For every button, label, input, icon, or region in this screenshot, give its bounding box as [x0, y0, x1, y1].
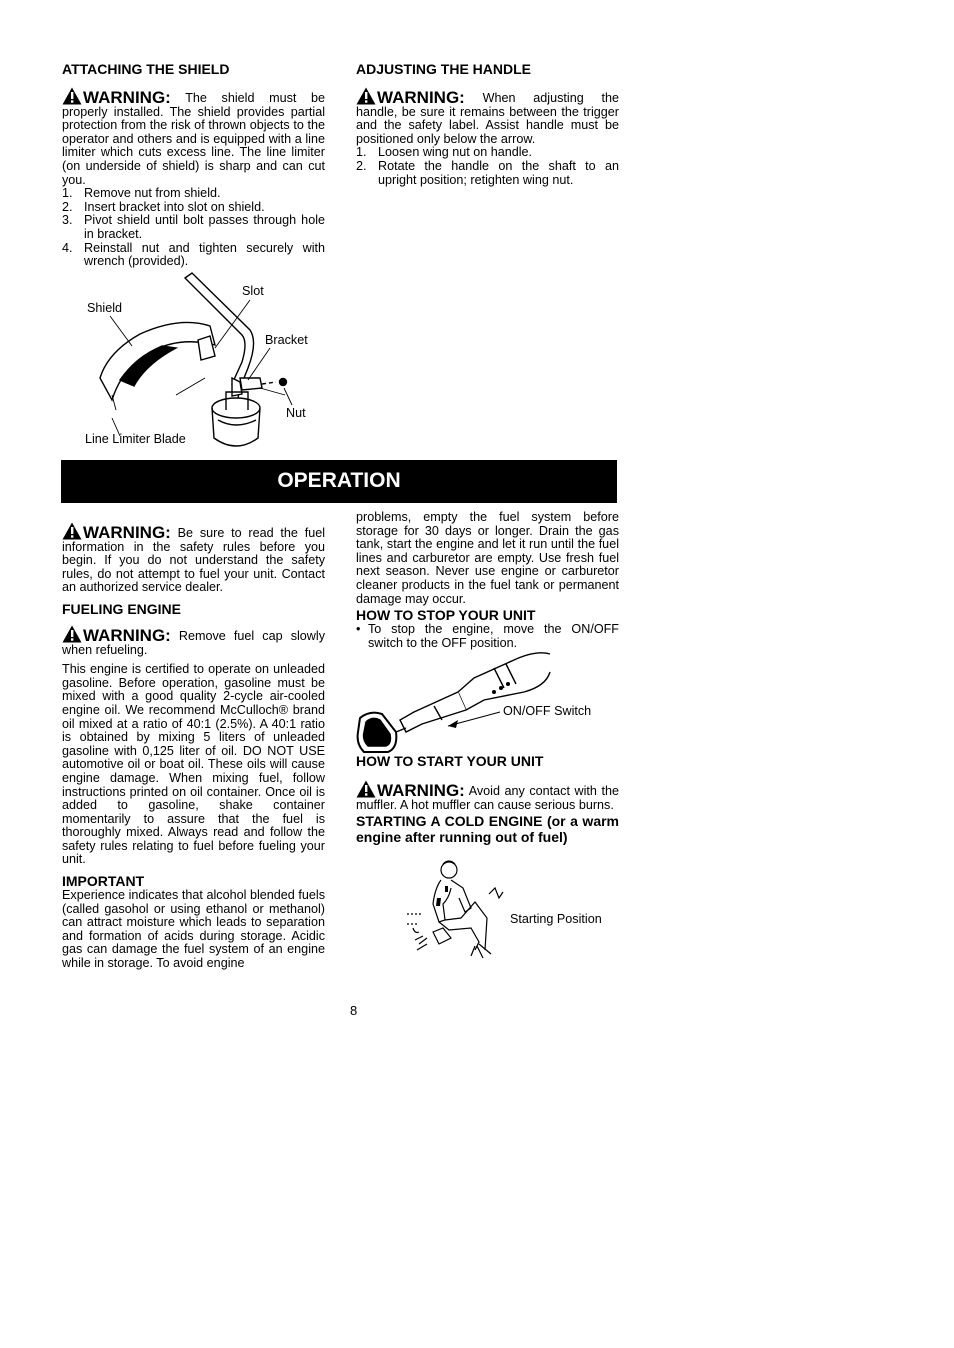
- warning-triangle-icon: [62, 87, 82, 105]
- handle-heading: ADJUSTING THE HANDLE: [356, 61, 532, 77]
- fuel-paragraph: This engine is certified to operate on unleaded gasoline. Before operation, gasoline must be mixed with a good quality 2-cycle air-cooled engine oil. We recommend McCulloch® brand oil mixed at a ratio of 40:1 (2.5%). A 40:1 ratio is obtained by mixing 5 liters of unleaded gasoline with 0,125 liter of oil. DO NOT USE automotive oil or boat oil. These oils will cause engine damage. When mixing fuel, follow instructions printed on oil container. Once oil is added to gasoline, shake container momentarily to assure that the fuel is thoroughly mixed. Always read and follow the safety rules relating to fuel before fueling your unit.: [62, 662, 325, 867]
- start-section: [356, 753, 619, 845]
- shield-steps: [62, 187, 325, 269]
- muffler-warning-text: Avoid any contact with the muffler. A hot muffler can cause serious burns.: [356, 784, 619, 812]
- warning-triangle-icon: [62, 625, 82, 643]
- important-heading: IMPORTANT: [62, 873, 145, 890]
- warning-triangle-icon: [62, 522, 82, 540]
- warning-label: WARNING:: [377, 88, 465, 107]
- list-item: 2. Rotate the handle on the shaft to an upright position; retighten wing nut.: [356, 158, 619, 187]
- label-line-limiter: Line Limiter Blade: [85, 432, 186, 446]
- operation-title: OPERATION: [277, 469, 401, 492]
- fuel-info-warning: [62, 522, 325, 595]
- cold-engine-heading: STARTING A COLD ENGINE (or a warm engine after running out of fuel): [356, 813, 619, 845]
- stop-heading: HOW TO STOP YOUR UNIT: [356, 607, 536, 624]
- label-starting-position: Starting Position: [510, 912, 602, 926]
- fuel-cap-warning: [62, 625, 325, 657]
- fuel-cap-warning-text: Remove fuel cap slowly when refueling.: [62, 628, 325, 657]
- list-item: 3. Pivot shield until bolt passes through hole in bracket.: [62, 213, 325, 241]
- warning-triangle-icon: [356, 87, 376, 105]
- warning-label: WARNING:: [83, 523, 171, 542]
- continued-paragraph: problems, empty the fuel system before storage for 30 days or longer. Drain the gas tank, start the engine and let it run until the fuel lines and carburetor are empty. Use fresh fuel next season. Never use engine or carburetor cleaner products in the fuel tank or permanent damage may occur.: [356, 510, 619, 606]
- label-slot: Slot: [242, 284, 264, 298]
- handle-section: [356, 61, 619, 187]
- warning-label: WARNING:: [83, 88, 171, 107]
- fueling-heading: FUELING ENGINE: [62, 600, 182, 617]
- fuel-info-warning-text: Be sure to read the fuel information in the safety rules before you begin. If you do not understand the safety rules, do not attempt to fuel your unit. Contact an authorized service dealer.: [62, 526, 326, 595]
- handle-warning-text: When adjusting the handle, be sure it remains between the trigger and the safety label. Assist handle must be positioned only below the arrow.: [356, 91, 619, 146]
- starting-position-illustration: [405, 858, 505, 962]
- operation-banner: [61, 460, 617, 503]
- label-bracket: Bracket: [265, 333, 308, 347]
- operation-right-column: [356, 511, 619, 650]
- label-nut: Nut: [286, 406, 306, 420]
- list-item: 4. Reinstall nut and tighten securely with wrench (provided).: [62, 240, 325, 269]
- important-paragraph: Experience indicates that alcohol blended fuels (called gasohol or using ethanol or methanol) can attract moisture which leads to separation and formation of acids during storage. Acidic gas can damage the fuel system of an engine while in storage. To avoid engine: [62, 888, 325, 971]
- shield-warning-text: The shield must be properly installed. The shield provides partial protection from the risk of thrown objects to the operator and others and is equipped with a line limiter which cuts excess line. The line limiter (on underside of shield) is sharp and can cut you.: [62, 91, 325, 187]
- shield-section: [62, 61, 325, 269]
- label-onoff-switch: ON/OFF Switch: [503, 704, 592, 718]
- handle-warning: [356, 87, 619, 146]
- list-item: 1. Loosen wing nut on handle.: [356, 145, 533, 160]
- muffler-warning: [356, 780, 619, 812]
- operation-left-column: [62, 522, 325, 971]
- warning-label: WARNING:: [83, 625, 171, 645]
- warning-triangle-icon: [356, 780, 376, 798]
- warning-label: WARNING:: [377, 781, 465, 800]
- list-item: 1. Remove nut from shield.: [62, 186, 221, 201]
- shield-heading: ATTACHING THE SHIELD: [62, 61, 230, 77]
- start-heading: HOW TO START YOUR UNIT: [356, 753, 544, 769]
- page-number: 8: [350, 1003, 358, 1018]
- shield-warning: [62, 87, 325, 187]
- stop-bullet: • To stop the engine, move the ON/OFF switch to the OFF position.: [356, 622, 619, 650]
- handle-steps: [356, 146, 619, 187]
- label-shield: Shield: [87, 301, 123, 315]
- list-item: 2. Insert bracket into slot on shield.: [62, 199, 265, 214]
